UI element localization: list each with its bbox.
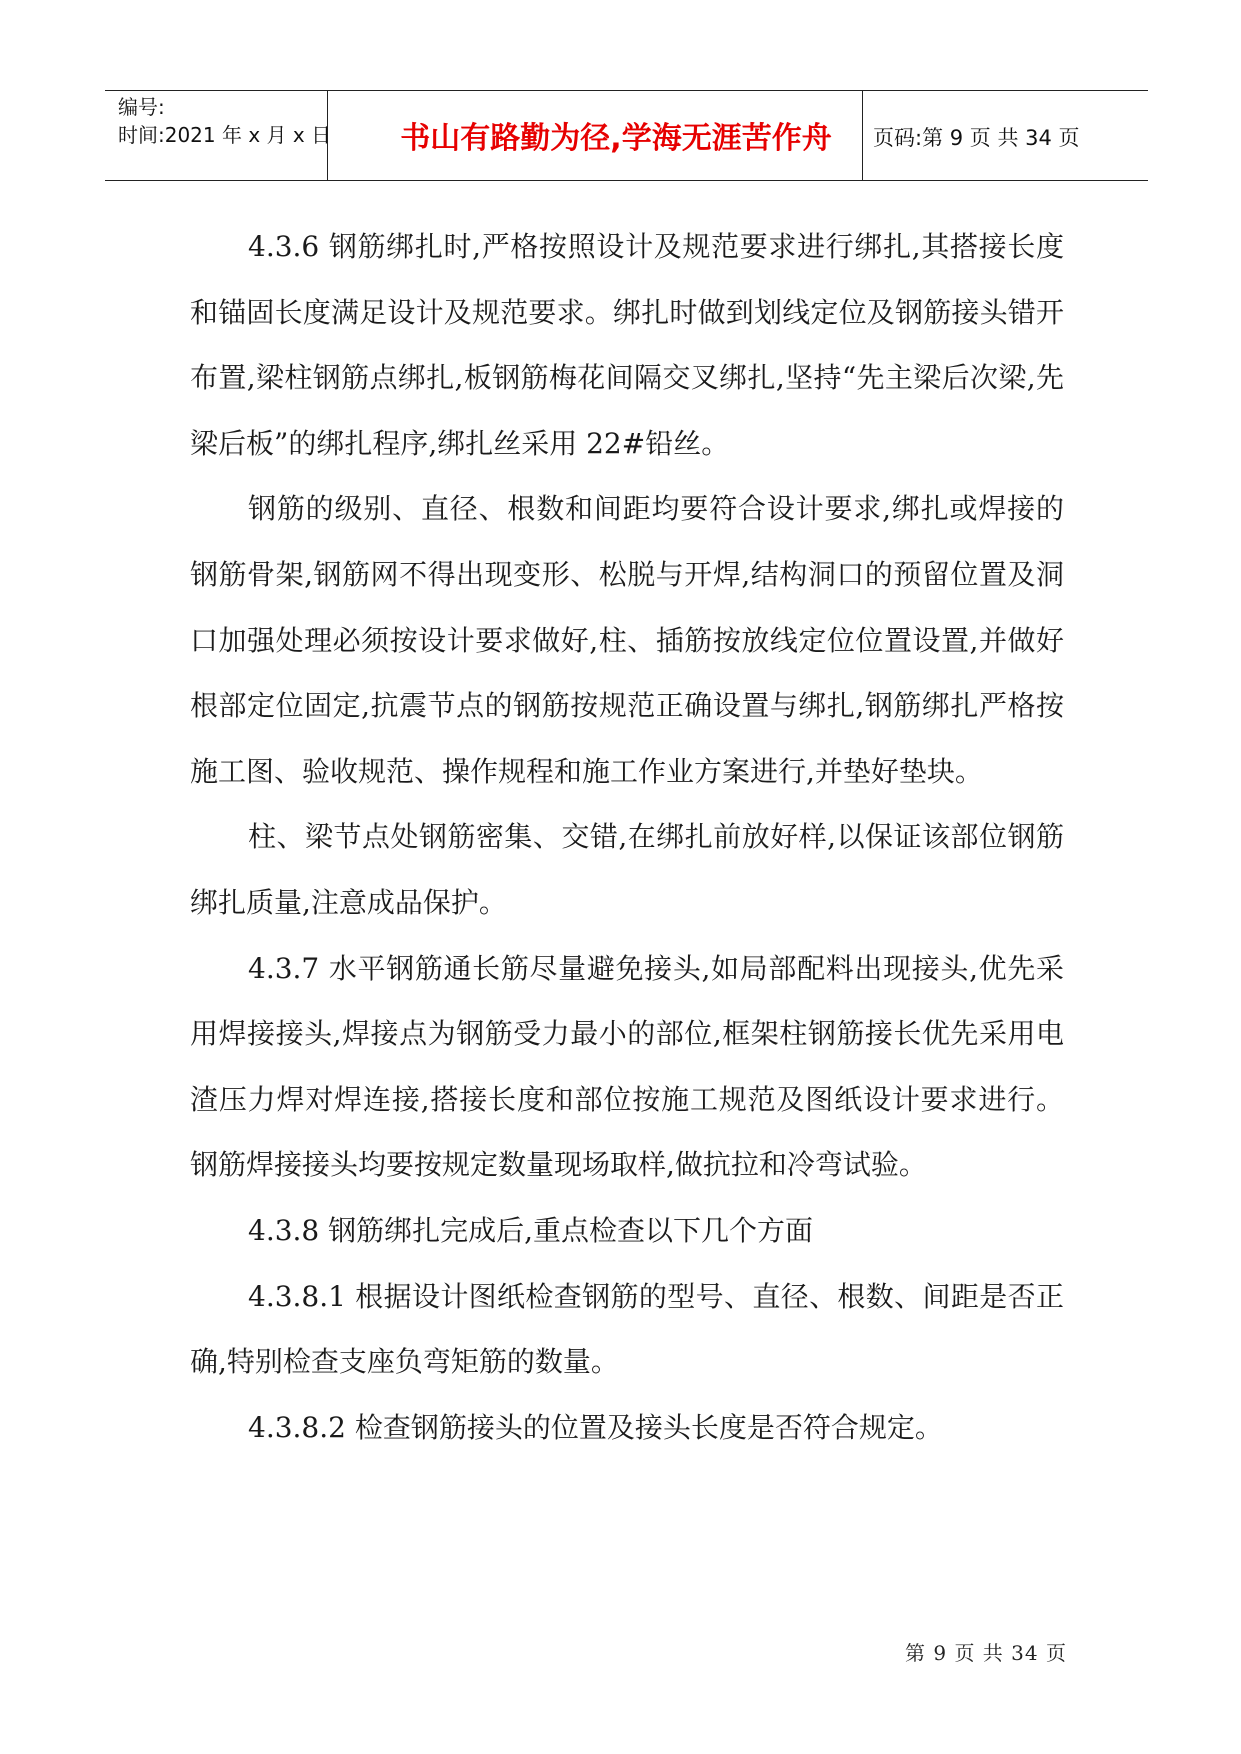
header-meta [118,93,331,149]
paragraph-rebar-requirements: 钢筋的级别、直径、根数和间距均要符合设计要求,绑扎或焊接的钢筋骨架,钢筋网不得出现变形、松脱与开焊,结构洞口的预留位置及洞口加强处理必须按设计要求做好,柱、插筋按放线定位位置设置,并做好根部定位固定,抗震节点的钢筋按规范正确设置与绑扎,钢筋绑扎严格按施工图、验收规范、操作规程和施工作业方案进行,并垫好垫块。 [190,492,1064,788]
paragraph-4-3-7: 4.3.7 水平钢筋通长筋尽量避免接头,如局部配料出现接头,优先采用焊接接头,焊接点为钢筋受力最小的部位,框架柱钢筋接长优先采用电渣压力焊对焊连接,搭接长度和部位按施工规范及图纸设计要求进行。钢筋焊接接头均要按规定数量现场取样,做抗拉和冷弯试验。 [190,951,1064,1182]
serial-number-label: 编号: [118,95,165,119]
header-motto: 书山有路勤为径,学海无涯苦作舟 [400,121,832,156]
paragraph-4-3-8: 4.3.8 钢筋绑扎完成后,重点检查以下几个方面 [248,1213,814,1247]
document-header [105,90,1148,181]
paragraph-4-3-6: 4.3.6 钢筋绑扎时,严格按照设计及规范要求进行绑扎,其搭接长度和锚固长度满足设计及规范要求。绑扎时做到划线定位及钢筋接头错开布置,梁柱钢筋点绑扎,板钢筋梅花间隔交叉绑扎,坚持“先主梁后次梁,先梁后板”的绑扎程序,绑扎丝采用 22#铅丝。 [190,230,1064,460]
time-label: 时间:2021 年 x 月 x 日 [118,123,332,147]
header-divider-left [327,91,328,180]
header-page-code: 页码:第 9 页 共 34 页 [873,126,1080,150]
document-body [190,214,1064,1460]
paragraph-4-3-8-2: 4.3.8.2 检查钢筋接头的位置及接头长度是否符合规定。 [248,1410,943,1444]
page-footer: 第 9 页 共 34 页 [905,1641,1067,1665]
header-divider-right [862,91,863,180]
paragraph-4-3-8-1: 4.3.8.1 根据设计图纸检查钢筋的型号、直径、根数、间距是否正确,特别检查支座负弯矩筋的数量。 [190,1279,1064,1379]
paragraph-joint-nodes: 柱、梁节点处钢筋密集、交错,在绑扎前放好样,以保证该部位钢筋绑扎质量,注意成品保护。 [190,820,1064,919]
